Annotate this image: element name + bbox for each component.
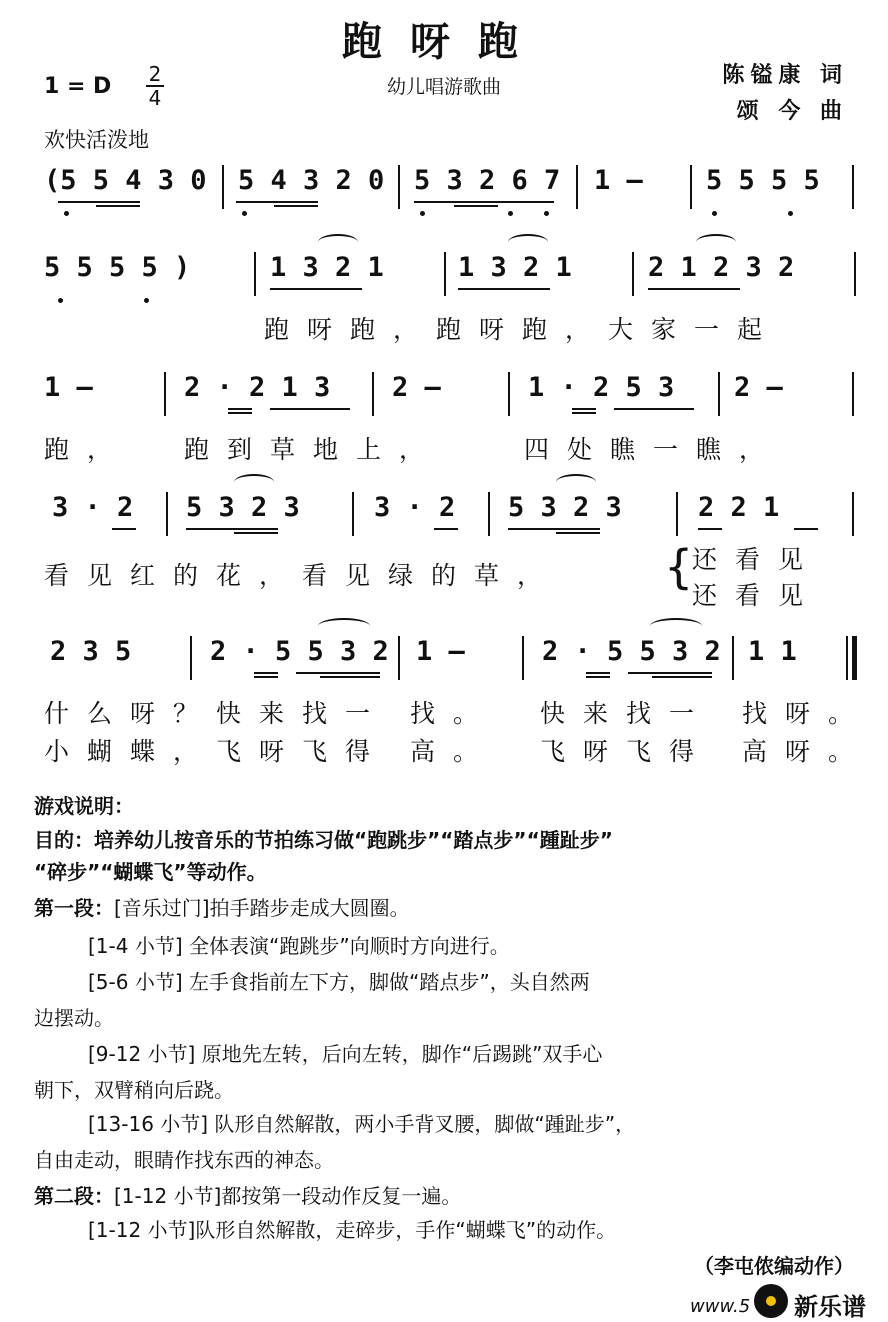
- score-row-1: [0, 165, 888, 225]
- section-2-label: 第二段：: [34, 1184, 114, 1208]
- barline: [632, 252, 634, 296]
- section-2-paragraph: [34, 1180, 461, 1209]
- step-5: [1-12 小节]队形自然解散，走碎步，手作“蝴蝶飞”的动作。: [88, 1218, 617, 1242]
- barline: [852, 165, 854, 209]
- step-3-cont: 朝下，双臂稍向后跷。: [34, 1078, 234, 1102]
- measure: 5 5 5 5: [706, 165, 820, 196]
- measure: 2 –: [734, 372, 783, 403]
- barline: [444, 252, 446, 296]
- section-1-paragraph: [34, 892, 410, 921]
- lyrics-line-verse-1: 什么呀？快来找一: [44, 699, 389, 728]
- beam: [254, 676, 278, 678]
- purpose-label: 目的：: [34, 828, 94, 852]
- barline: [164, 372, 166, 416]
- step-4-cont: 自由走动，眼睛作找东西的神态。: [34, 1148, 334, 1172]
- measure: 1 –: [416, 636, 465, 667]
- beam: [586, 672, 610, 674]
- beam: [254, 672, 278, 674]
- barline: [398, 636, 400, 680]
- lyrics-line-verse-2: 还看见: [692, 581, 822, 610]
- slur: [318, 618, 370, 634]
- octave-dot: [544, 211, 549, 216]
- beam: [234, 532, 278, 534]
- measure: 5 5 5 5 ): [44, 252, 191, 283]
- barline: [676, 492, 678, 536]
- measure: 2 · 5 5 3 2: [542, 636, 721, 667]
- beam: [274, 205, 318, 207]
- barline: [852, 372, 854, 416]
- lyrics-line: 跑，: [44, 435, 131, 464]
- measure: 1 · 2 5 3: [528, 372, 675, 403]
- beam: [236, 201, 318, 203]
- meter-top: 2: [148, 62, 162, 86]
- barline: [576, 165, 578, 209]
- beam: [296, 672, 380, 674]
- beam: [320, 676, 380, 678]
- measure: 3 · 2: [374, 492, 456, 523]
- step-4: [13-16 小节] 队形自然解散，两小手背叉腰，脚做“踵趾步”，: [88, 1112, 636, 1136]
- slur: [650, 618, 702, 634]
- beam: [614, 408, 694, 410]
- measure: 1 –: [594, 165, 643, 196]
- beam: [270, 408, 350, 410]
- barline: [488, 492, 490, 536]
- meter-bottom: 4: [148, 86, 162, 110]
- lyrics-line-verse-2: 高。: [410, 737, 497, 766]
- beam: [270, 288, 362, 290]
- beam: [112, 528, 136, 530]
- score-row-4: [0, 492, 888, 612]
- beam: [648, 288, 740, 290]
- measure: 2 –: [392, 372, 441, 403]
- beam: [96, 205, 140, 207]
- purpose-text: 培养幼儿按音乐的节拍练习做“跑跳步”“踏点步”“踵趾步”: [94, 828, 613, 852]
- beam: [556, 532, 600, 534]
- octave-dot: [788, 211, 793, 216]
- barline: [398, 165, 400, 209]
- song-title: 跑呀跑: [342, 19, 546, 65]
- measure: (5 5 4 3 0: [44, 165, 207, 196]
- composer-credit: 颂 今 曲: [736, 99, 848, 124]
- barline: [190, 636, 192, 680]
- measure: 5 3 2 6 7: [414, 165, 561, 196]
- beam: [628, 672, 712, 674]
- watermark-logo-text: 新乐谱: [794, 1293, 866, 1321]
- barline: [732, 636, 734, 680]
- key-signature: 1 = D: [44, 74, 112, 99]
- lyrics-line-verse-1: 找呀。: [742, 699, 872, 728]
- score-row-3: [0, 372, 888, 462]
- measure: 5 3 2 3: [508, 492, 622, 523]
- beam: [58, 201, 140, 203]
- lyrics-line: 跑呀跑，跑呀跑，大家一起: [264, 315, 781, 344]
- final-barline: [852, 636, 857, 680]
- instructions-heading: 游戏说明：: [34, 794, 134, 818]
- measure: 2 1 2 3 2: [648, 252, 795, 283]
- barline: [522, 636, 524, 680]
- barline: [846, 636, 848, 680]
- measure: 1 –: [44, 372, 93, 403]
- song-subtitle: 幼儿唱游歌曲: [386, 76, 501, 98]
- beam: [228, 408, 252, 410]
- octave-dot: [508, 211, 513, 216]
- purpose-paragraph-cont: “碎步”“蝴蝶飞”等动作。: [34, 860, 267, 884]
- step-2: [5-6 小节] 左手食指前左下方，脚做“踏点步”，头自然两: [88, 970, 590, 994]
- lyricist-credit: 陈镒康 词: [722, 63, 848, 88]
- lyrics-line-verse-2: 高呀。: [742, 737, 872, 766]
- beam: [434, 528, 458, 530]
- barline: [854, 252, 856, 296]
- lyrics-line-verse-1: 还看见: [692, 545, 822, 574]
- measure: 1 1: [748, 636, 797, 667]
- octave-dot: [420, 211, 425, 216]
- slur: [318, 234, 358, 250]
- beam: [458, 288, 550, 290]
- slur: [508, 234, 548, 250]
- barline: [166, 492, 168, 536]
- octave-dot: [64, 211, 69, 216]
- section-1-text: [音乐过门]拍手踏步走成大圆圈。: [114, 896, 410, 920]
- slur: [234, 474, 274, 490]
- measure: 2 2 1: [698, 492, 780, 523]
- measure: 1 3 2 1: [458, 252, 572, 283]
- slur: [556, 474, 596, 490]
- measure: 5 3 2 3: [186, 492, 300, 523]
- octave-dot: [144, 298, 149, 303]
- purpose-paragraph: [34, 824, 613, 853]
- measure: 1 3 2 1: [270, 252, 384, 283]
- lyrics-line: 跑到草地上，: [184, 435, 443, 464]
- beam: [572, 412, 596, 414]
- section-2-text: [1-12 小节]都按第一段动作反复一遍。: [114, 1184, 462, 1208]
- barline: [254, 252, 256, 296]
- score-row-2: [0, 252, 888, 342]
- barline: [508, 372, 510, 416]
- lyrics-line-verse-1: 快来找一: [540, 699, 713, 728]
- barline: [222, 165, 224, 209]
- barline: [352, 492, 354, 536]
- beam: [414, 201, 554, 203]
- beam: [454, 205, 498, 207]
- measure: 2 · 5 5 3 2: [210, 636, 389, 667]
- beam: [586, 676, 610, 678]
- tempo-marking: 欢快活泼地: [44, 128, 149, 152]
- octave-dot: [712, 211, 717, 216]
- lyrics-line-verse-2: 飞呀飞得: [540, 737, 713, 766]
- logo-icon: [754, 1284, 788, 1318]
- lyrics-line-verse-1: 找。: [410, 699, 497, 728]
- beam: [186, 528, 278, 530]
- beam: [572, 408, 596, 410]
- octave-dot: [58, 298, 63, 303]
- lyrics-line: 看见红的花，看见绿的草，: [44, 561, 561, 590]
- octave-dot: [242, 211, 247, 216]
- choreography-credit: （李屯侬编动作）: [694, 1254, 854, 1278]
- beam: [794, 528, 818, 530]
- beam: [228, 412, 252, 414]
- barline: [690, 165, 692, 209]
- step-1: [1-4 小节] 全体表演“跑跳步”向顺时方向进行。: [88, 934, 510, 958]
- score-row-5: [0, 636, 888, 766]
- verse-brace: {: [664, 540, 694, 594]
- measure: 3 · 2: [52, 492, 134, 523]
- step-3: [9-12 小节] 原地先左转，后向左转，脚作“后踢跳”双手心: [88, 1042, 603, 1066]
- barline: [718, 372, 720, 416]
- barline: [372, 372, 374, 416]
- barline: [852, 492, 854, 536]
- beam: [508, 528, 600, 530]
- section-1-label: 第一段：: [34, 896, 114, 920]
- beam: [698, 528, 722, 530]
- watermark-url: www.5: [690, 1296, 751, 1317]
- lyrics-line-verse-2: 小蝴蝶，飞呀飞得: [44, 737, 389, 766]
- slur: [696, 234, 736, 250]
- beam: [652, 676, 712, 678]
- step-2-cont: 边摆动。: [34, 1006, 114, 1030]
- measure: 2 · 2 1 3: [184, 372, 331, 403]
- measure: 5 4 3 2 0: [238, 165, 385, 196]
- measure: 2 3 5: [50, 636, 132, 667]
- lyrics-line: 四处瞧一瞧，: [524, 435, 783, 464]
